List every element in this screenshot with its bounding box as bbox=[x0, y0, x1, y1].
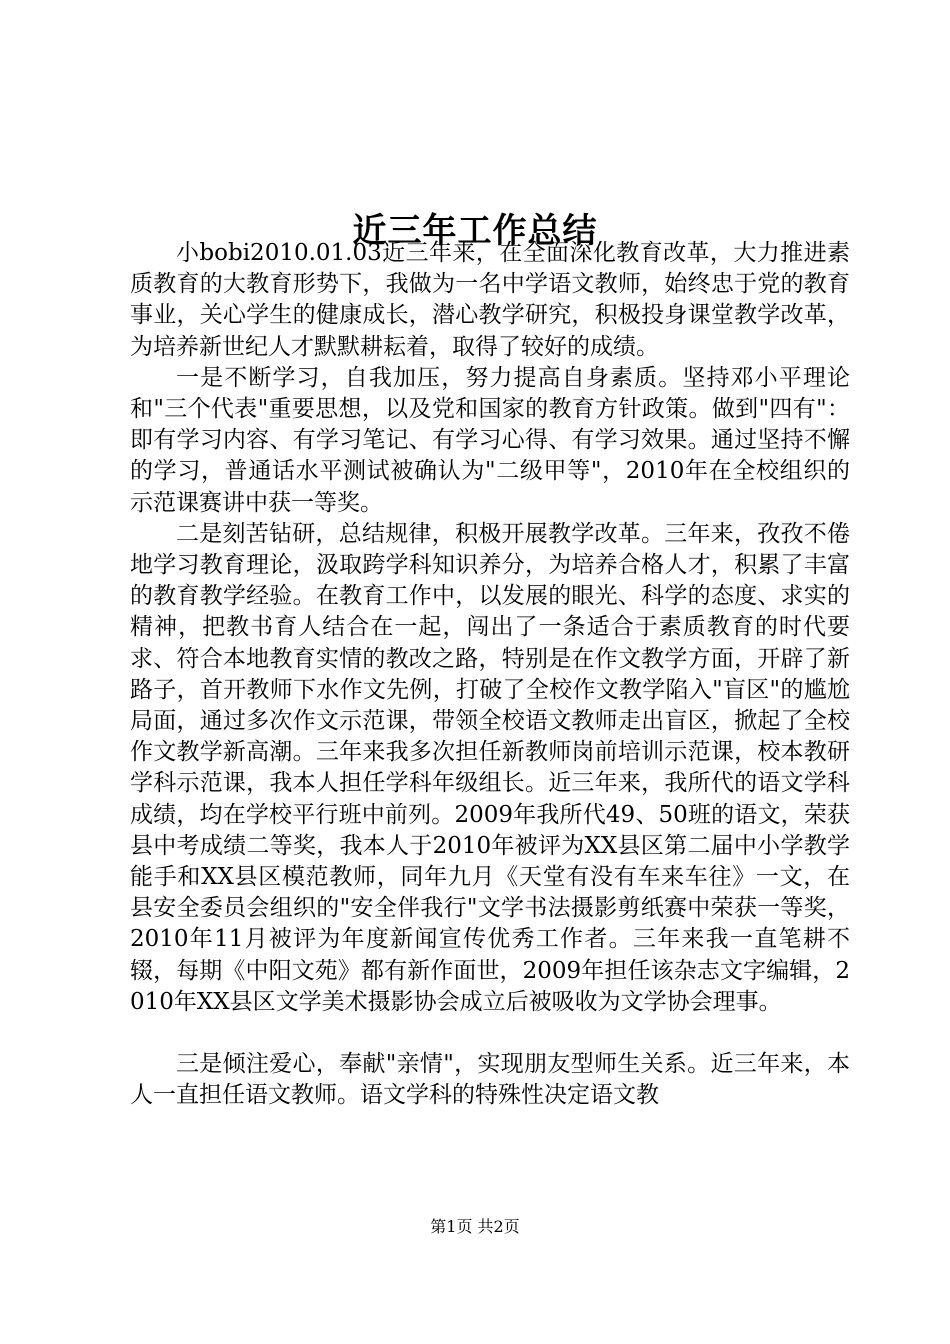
document-title: 近三年工作总结 bbox=[352, 210, 598, 251]
paragraph-teaching-reform: 二是刻苦钻研，总结规律，积极开展教学改革。三年来，孜孜不倦地学习教育理论，汲取跨学科知识养分，为培养合格人才，积累了丰富的教育教学经验。在教育工作中，以发展的眼光、科学的态度、求实的精神，把教书育人结合在一起，闯出了一条适合于素质教育的时代要求、符合本地教育实情的教改之路，特别是在作文教学方面，开辟了新路子，首开教师下水作文先例，打破了全校作文教学陷入"盲区"的尴尬局面，通过多次作文示范课，带领全校语文教师走出盲区，掀起了全校作文教学新高潮。三年来我多次担任新教师岗前培训示范课，校本教研学科示范课，我本人担任学科年级组长。近三年来，我所代的语文学科成绩，均在学校平行班中前列。2009年我所代49、50班的语文，荣获县中考成绩二等奖，我本人于2010年被评为XX县区第二届中小学教学能手和XX县区模范教师，同年九月《天堂有没有车来车往》一文，在县安全委员会组织的"安全伴我行"文学书法摄影剪纸赛中荣获一等奖，2010年11月被评为年度新闻宣传优秀工作者。三年来我一直笔耕不辍，每期《中阳文苑》都有新作面世，2009年担任该杂志文字编辑，2010年XX县区文学美术摄影协会成立后被吸收为文学协会理事。 bbox=[130, 520, 850, 1015]
paragraph-intro: 小bobi2010.01.03近三年来，在全面深化教育改革，大力推进素质教育的大教育形势下，我做为一名中学语文教师，始终忠于党的教育事业，关心学生的健康成长，潜心教学研究，积极投身课堂教学改革，为培养新世纪人才默默耕耘着，取得了较好的成绩。 bbox=[130, 240, 850, 360]
paragraph-study: 一是不断学习，自我加压，努力提高自身素质。坚持邓小平理论和"三个代表"重要思想，以及党和国家的教育方针政策。做到"四有"：即有学习内容、有学习笔记、有学习心得、有学习效果。通过坚持不懈的学习，普通话水平测试被确认为"二级甲等"，2010年在全校组织的示范课赛讲中获一等奖。 bbox=[130, 364, 850, 516]
document-body bbox=[130, 238, 850, 1111]
page-number-footer: 第1页 共2页 bbox=[430, 1217, 520, 1236]
paragraph-care: 三是倾注爱心，奉献"亲情"，实现朋友型师生关系。近三年来，本人一直担任语文教师。语文学科的特殊性决定语文教 bbox=[130, 1051, 850, 1109]
